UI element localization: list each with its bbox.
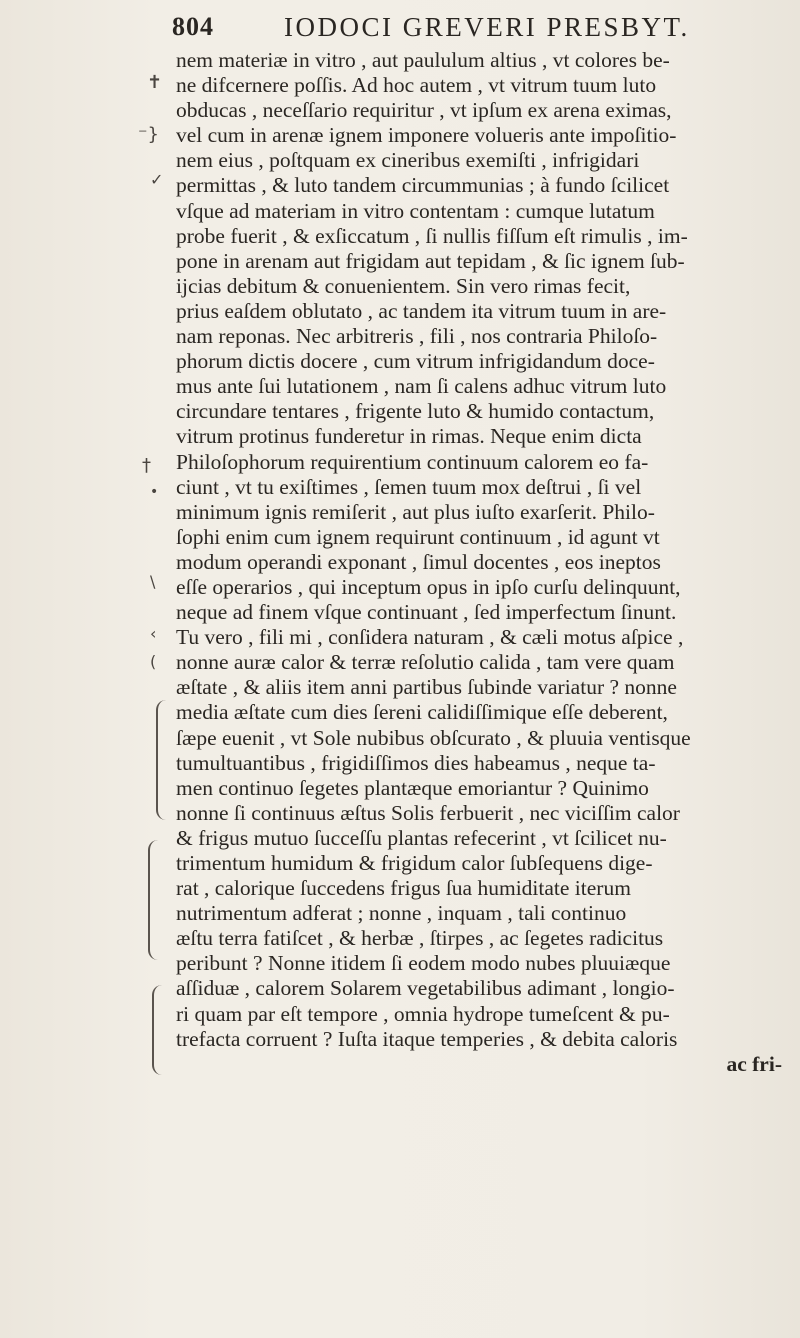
text-line: media æſtate cum dies ſereni calidiſſimique eſſe deberent, — [176, 700, 668, 725]
text-line: aſſiduæ , calorem Solarem vegetabilibus adimant , longio- — [176, 976, 675, 1001]
text-line: nutrimentum adferat ; nonne , inquam , tali continuo — [176, 901, 627, 926]
text-line: æſtu terra fatiſcet , & herbæ , ſtirpes , ac ſegetes radicitus — [176, 926, 664, 951]
text-line: minimum ignis remiſerit , aut plus iuſto exarſerit. Philo- — [176, 499, 655, 524]
text-line: vel cum in arenæ ignem imponere volueris ante impoſitio- — [176, 123, 677, 148]
text-line: ne difcernere poſſis. Ad hoc autem , vt vitrum tuum luto — [176, 73, 657, 98]
text-line: prius eaſdem oblutato , ac tandem ita vitrum tuum in are- — [176, 298, 667, 323]
text-line: tumultuantibus , frigidiſſimos dies habeamus , neque ta- — [176, 750, 656, 775]
text-line: nonne auræ calor & terræ reſolutio calida , tam vere quam — [176, 650, 675, 675]
text-line: nem materiæ in vitro , aut paululum altius , vt colores be- — [176, 48, 670, 72]
text-line: vſque ad materiam in vitro contentam : cumque lutatum — [176, 198, 655, 223]
text-line: Tu vero , fili mi , conſidera naturam , & cæli motus aſpice , — [176, 625, 684, 650]
text-line: Philoſophorum requirentium continuum calorem eo fa- — [176, 449, 649, 474]
margin-bracket — [148, 840, 160, 960]
margin-bracket — [152, 985, 164, 1075]
text-line: nam reponas. Nec arbitreris , fili , nos contraria Philoſo- — [176, 324, 658, 349]
page-header — [172, 12, 792, 46]
text-line: nonne ſi continuus æſtus Solis ferbuerit , nec viciſſim calor — [176, 800, 680, 825]
text-line: rat , calorique ſuccedens frigus ſua humiditate iterum — [176, 876, 631, 901]
running-head: IODOCI GREVERI PRESBYT. — [284, 12, 690, 42]
text-line: peribunt ? Nonne itidem ſi eodem modo nubes pluuiæque — [176, 951, 671, 976]
text-line: eſſe operarios , qui inceptum opus in ipſo curſu delinquunt, — [176, 574, 681, 599]
text-line: mus ante ſui lutationem , nam ſi calens adhuc vitrum luto — [176, 374, 667, 399]
margin-mark: † — [142, 455, 151, 476]
text-line: neque ad finem vſque continuant , ſed imperfectum ſinunt. — [176, 600, 677, 625]
text-line: trefacta corruent ? Iuſta itaque temperies , & debita caloris — [176, 1026, 678, 1051]
text-line: obducas , neceſſario requiritur , vt ipſum ex arena eximas, — [176, 98, 672, 123]
text-line: probe fuerit , & exſiccatum , ſi nullis fiſſum eſt rimulis , im- — [176, 223, 688, 248]
text-line: pone in arenam aut frigidam aut tepidam , & ſic ignem ſub- — [176, 248, 685, 273]
text-line: vitrum protinus funderetur in rimas. Neque enim dicta — [176, 424, 642, 449]
text-line: permittas , & luto tandem circummunias ; à fundo ſcilicet — [176, 173, 670, 198]
margin-mark: ✝ — [147, 72, 163, 93]
text-line: ciunt , vt tu exiſtimes , ſemen tuum mox deſtrui , ſi vel — [176, 474, 642, 499]
text-line: trimentum humidum & frigidum calor ſubſequens dige- — [176, 851, 653, 875]
text-line: men continuo ſegetes plantæque emoriantur ? Quinimo — [176, 775, 649, 800]
margin-mark: ✓ — [150, 170, 164, 189]
text-line: ijcias debitum & conuenientem. Sin vero rimas fecit, — [176, 273, 631, 298]
margin-mark: \ — [150, 572, 156, 591]
text-line: circundare tentares , frigente luto & humido contactum, — [176, 399, 655, 424]
margin-mark: • — [150, 484, 159, 500]
text-line: ri quam par eſt tempore , omnia hydrope tumeſcent & pu- — [176, 1001, 670, 1026]
text-line: ſæpe euenit , vt Sole nubibus obſcurato , & pluuia ventisque — [176, 725, 691, 750]
text-line: ſophi enim cum ignem requirunt continuum , id agunt vt — [176, 524, 660, 549]
body-text — [176, 48, 786, 1077]
page-number: 804 — [172, 12, 214, 41]
text-line: æſtate , & aliis item anni partibus ſubinde variatur ? nonne — [176, 675, 677, 700]
text-line: & frigus mutuo ſucceſſu plantas refecerint , vt ſcilicet nu- — [176, 825, 667, 850]
margin-mark: ⁻} — [138, 124, 159, 145]
margin-bracket — [156, 700, 168, 820]
text-line: nem eius , poſtquam ex cineribus exemiſti , infrigidari — [176, 148, 640, 173]
text-line: modum operandi exponant , ſimul docentes , eos ineptos — [176, 549, 661, 574]
margin-mark: ‹ — [150, 624, 157, 643]
text-line: phorum dictis docere , cum vitrum infrigidandum doce- — [176, 349, 655, 374]
margin-mark: ( — [150, 652, 157, 671]
catchword: ac fri- — [726, 1051, 782, 1076]
